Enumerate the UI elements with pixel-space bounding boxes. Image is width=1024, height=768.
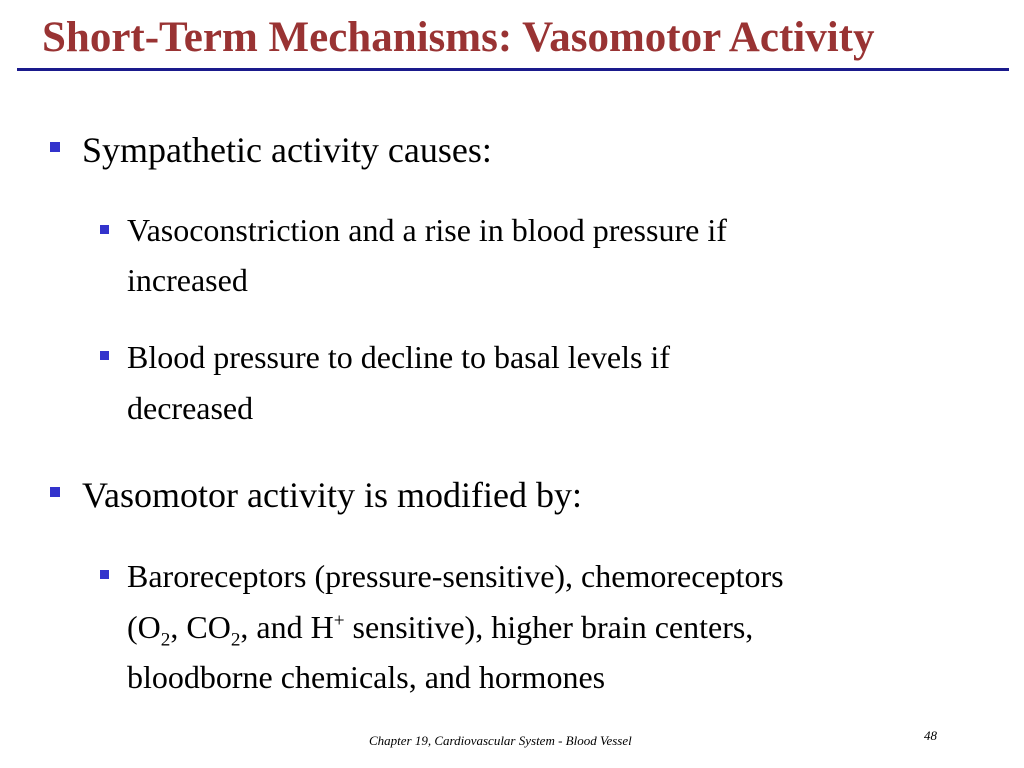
square-subbullet-icon [100,570,109,579]
title-underline [17,68,1009,71]
subbullet-blood-pressure-line1: Blood pressure to decline to basal levels if [127,339,670,375]
text-and-h: , and H [240,609,334,645]
square-bullet-icon [50,487,60,497]
subbullet-receptors-line3: bloodborne chemicals, and hormones [127,659,606,695]
subbullet-blood-pressure-line2: decreased [127,390,254,426]
subbullet-vasoconstriction-line2: increased [127,262,248,298]
bullet-sympathetic: Sympathetic activity causes: [82,130,492,170]
subbullet-receptors-line1: Baroreceptors (pressure-sensitive), chemoreceptors [127,558,784,594]
slide-footer: Chapter 19, Cardiovascular System - Blood Vessel [369,733,632,748]
subbullet-receptors-line2 [127,609,754,651]
bullet-vasomotor: Vasomotor activity is modified by: [82,475,582,515]
text-sensitive-rest: sensitive), higher brain centers, [344,609,754,645]
slide-title: Short-Term Mechanisms: Vasomotor Activity [42,14,875,61]
page-number: 48 [924,728,937,743]
text-comma-co: , CO [170,609,231,645]
text-o2-subscript: 2 [160,629,171,651]
square-subbullet-icon [100,351,109,360]
subbullet-vasoconstriction-line1: Vasoconstriction and a rise in blood pressure if [127,212,727,248]
square-subbullet-icon [100,225,109,234]
square-bullet-icon [50,142,60,152]
text-h-superscript: + [333,610,345,632]
text-open-o: (O [127,609,161,645]
text-co2-subscript: 2 [230,629,241,651]
